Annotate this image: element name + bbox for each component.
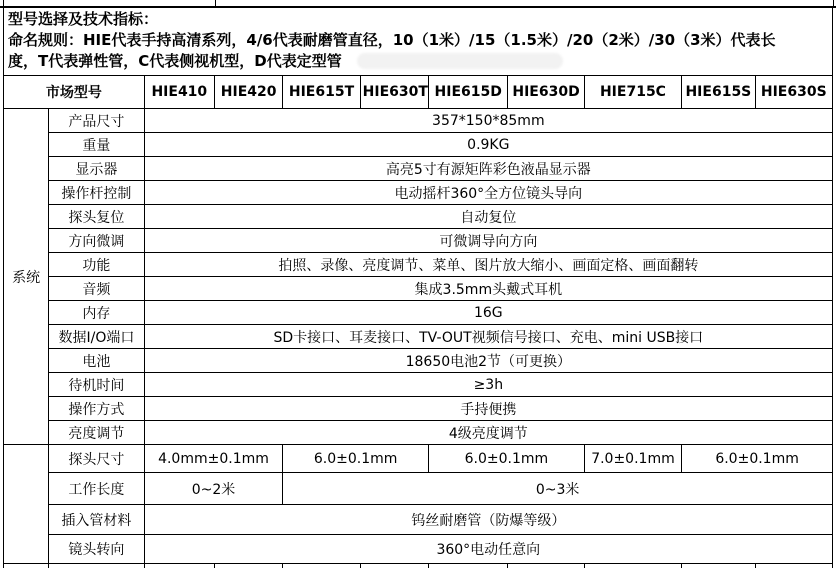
- row-value-io-ports: SD卡接口、耳麦接口、TV-OUT视频信号接口、充电、mini USB接口: [144, 325, 832, 349]
- row-value-weight: 0.9KG: [144, 133, 832, 157]
- table-row: [4, 349, 833, 373]
- row-label-audio: 音频: [49, 277, 144, 301]
- empty-cell: [360, 564, 428, 568]
- header-model-hie630d: HIE630D: [508, 76, 584, 109]
- header-model-hie715c: HIE715C: [584, 76, 681, 109]
- row-value-lens-steering: 360°电动任意向: [144, 535, 832, 564]
- empty-cell: [508, 564, 584, 568]
- spec-table: [3, 75, 833, 568]
- probe-size-cell-3: 6.0±0.1mm: [429, 445, 585, 473]
- row-label-direction-finetune: 方向微调: [49, 229, 144, 253]
- empty-cell: [214, 564, 282, 568]
- note-title: 型号选择及技术指标：: [8, 10, 159, 28]
- table-row: [4, 157, 833, 181]
- row-label-battery: 电池: [49, 349, 144, 373]
- row-value-battery: 18650电池2节（可更换）: [144, 349, 832, 373]
- group-label-probe: [4, 445, 49, 564]
- header-model-hie630t: HIE630T: [360, 76, 428, 109]
- row-value-display: 高亮5寸有源矩阵彩色液晶显示器: [144, 157, 832, 181]
- table-row: [4, 277, 833, 301]
- cell-border-stub: [833, 0, 834, 6]
- table-row: [4, 325, 833, 349]
- row-label-probe-reset: 探头复位: [49, 205, 144, 229]
- table-row: [4, 505, 833, 535]
- row-value-functions: 拍照、录像、亮度调节、菜单、图片放大缩小、画面定格、画面翻转: [144, 253, 832, 277]
- header-model-hie420: HIE420: [214, 76, 282, 109]
- table-row: [4, 473, 833, 505]
- header-market-model-label: 市场型号: [4, 76, 145, 109]
- row-value-product-size: 357*150*85mm: [144, 109, 832, 133]
- table-row: [4, 445, 833, 473]
- row-value-insertion-tube: 钨丝耐磨管（防爆等级）: [144, 505, 832, 535]
- working-length-cell-1: 0~2米: [144, 473, 283, 505]
- cell-border-stub: [3, 0, 4, 6]
- row-label-brightness: 亮度调节: [49, 421, 144, 445]
- empty-cell: [682, 564, 755, 568]
- table-row: [4, 181, 833, 205]
- row-label-weight: 重量: [49, 133, 144, 157]
- row-label-product-size: 产品尺寸: [49, 109, 144, 133]
- row-label-display: 显示器: [49, 157, 144, 181]
- note-rule-line-2: 度，T代表弹性管，C代表侧视机型，D代表定型管: [8, 52, 342, 70]
- row-value-memory: 16G: [144, 301, 832, 325]
- table-row: [4, 301, 833, 325]
- empty-cell: [49, 564, 144, 568]
- note-rule-line-1: 命名规则：HIE代表手持高清系列，4/6代表耐磨管直径，10（1米）/15（1.5米）/20（2米）/30（3米）代表长: [8, 31, 776, 49]
- row-label-standby-time: 待机时间: [49, 373, 144, 397]
- table-row: [4, 373, 833, 397]
- empty-cell: [283, 564, 360, 568]
- table-row: [4, 421, 833, 445]
- row-label-io-ports: 数据I/O端口: [49, 325, 144, 349]
- empty-cell: [755, 564, 832, 568]
- table-row: [4, 229, 833, 253]
- row-value-standby-time: ≥3h: [144, 373, 832, 397]
- table-row: [4, 535, 833, 564]
- row-value-joystick-control: 电动摇杆360°全方位镜头导向: [144, 181, 832, 205]
- header-model-hie615d: HIE615D: [429, 76, 508, 109]
- row-label-probe-size: 探头尺寸: [49, 445, 144, 473]
- table-row: [4, 109, 833, 133]
- partial-row-above: [0, 0, 836, 8]
- header-model-hie615s: HIE615S: [682, 76, 755, 109]
- table-row: [4, 397, 833, 421]
- row-value-operation-mode: 手持便携: [144, 397, 832, 421]
- table-row: [4, 253, 833, 277]
- row-label-operation-mode: 操作方式: [49, 397, 144, 421]
- row-label-memory: 内存: [49, 301, 144, 325]
- table-header-row: [4, 76, 833, 109]
- header-model-hie630s: HIE630S: [755, 76, 832, 109]
- empty-cell: [4, 564, 49, 568]
- row-label-working-length: 工作长度: [49, 473, 144, 505]
- partial-row-below: [4, 564, 833, 568]
- empty-cell: [584, 564, 681, 568]
- row-label-lens-steering: 镜头转向: [49, 535, 144, 564]
- probe-size-cell-5: 6.0±0.1mm: [682, 445, 833, 473]
- header-model-hie410: HIE410: [144, 76, 214, 109]
- probe-size-cell-2: 6.0±0.1mm: [283, 445, 429, 473]
- row-value-direction-finetune: 可微调导向方向: [144, 229, 832, 253]
- empty-cell: [144, 564, 214, 568]
- probe-size-cell-4: 7.0±0.1mm: [584, 445, 681, 473]
- working-length-cell-2: 0~3米: [283, 473, 833, 505]
- highlight-smudge: [357, 53, 563, 69]
- probe-size-cell-1: 4.0mm±0.1mm: [144, 445, 283, 473]
- table-row: [4, 205, 833, 229]
- row-value-audio: 集成3.5mm头戴式耳机: [144, 277, 832, 301]
- row-label-functions: 功能: [49, 253, 144, 277]
- row-label-joystick-control: 操作杆控制: [49, 181, 144, 205]
- empty-cell: [429, 564, 508, 568]
- row-label-insertion-tube: 插入管材料: [49, 505, 144, 535]
- cell-border-stub: [215, 0, 216, 6]
- row-value-probe-reset: 自动复位: [144, 205, 832, 229]
- table-row: [4, 133, 833, 157]
- header-model-hie615t: HIE615T: [283, 76, 360, 109]
- row-value-brightness: 4级亮度调节: [144, 421, 832, 445]
- group-label-system: 系统: [4, 109, 49, 445]
